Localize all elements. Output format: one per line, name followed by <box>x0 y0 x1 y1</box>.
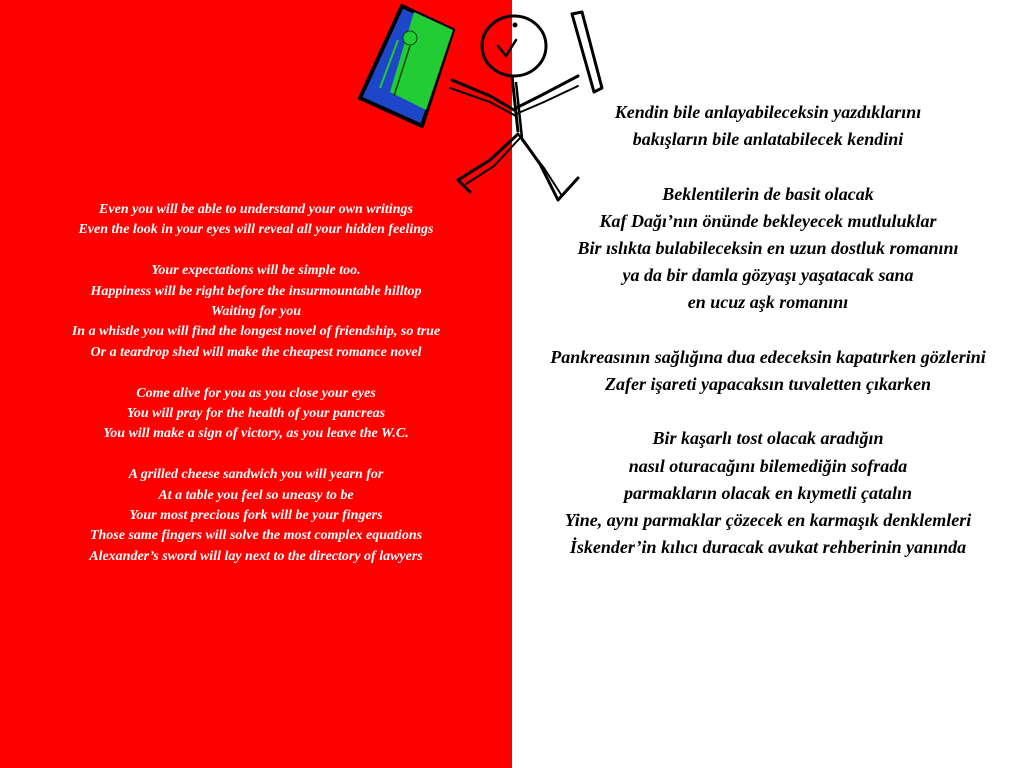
english-line: You will make a sign of victory, as you leave the W.C. <box>103 426 409 442</box>
english-line: Your most precious fork will be your fingers <box>129 508 383 524</box>
turkish-line: Kaf Dağı’nın önünde bekleyecek mutluluklar <box>599 210 937 231</box>
turkish-line: Zafer işareti yapacaksın tuvaletten çıkarken <box>605 374 931 394</box>
english-stanza-3 <box>18 384 494 445</box>
english-line: Alexander’s sword will lay next to the directory of lawyers <box>89 548 423 564</box>
turkish-line: Kendin bile anlayabileceksin yazdıklarını <box>614 102 922 122</box>
english-line: Happiness will be right before the insurmountable hilltop <box>90 283 422 299</box>
english-stanza-4 <box>18 465 494 567</box>
turkish-line: bakışların bile anlatabilecek kendini <box>632 129 904 150</box>
english-line: Come alive for you as you close your eyes <box>136 385 376 401</box>
english-stanza-2 <box>18 261 494 363</box>
turkish-stanza-3 <box>530 344 1006 398</box>
turkish-line: parmakların olacak en kıymetli çatalın <box>624 482 912 503</box>
turkish-line: en ucuz aşk romanını <box>687 292 849 313</box>
english-line: Waiting for you <box>211 304 301 320</box>
english-poem <box>18 200 494 588</box>
turkish-line: nasıl oturacağını bilemediğin sofrada <box>628 455 908 476</box>
english-line: A grilled cheese sandwich you will yearn for <box>128 467 384 483</box>
turkish-line: Bir ıslıkta bulabileceksin en uzun dostluk romanını <box>577 238 959 258</box>
english-line: You will pray for the health of your pancreas <box>126 406 386 422</box>
english-line: At a table you feel so uneasy to be <box>158 487 354 503</box>
stick-figure-with-book-icon <box>340 0 620 210</box>
turkish-line: İskender’in kılıcı duracak avukat rehberinin yanında <box>569 537 967 558</box>
turkish-stanza-4 <box>530 425 1006 561</box>
english-line: In a whistle you will find the longest novel of friendship, so true <box>71 324 441 340</box>
english-line: Your expectations will be simple too. <box>151 263 361 279</box>
turkish-line: Yine, aynı parmaklar çözecek en karmaşık denklemleri <box>564 510 972 530</box>
turkish-line: Bir kaşarlı tost olacak aradığın <box>652 428 884 449</box>
book-icon <box>360 6 453 126</box>
stick-figure-icon <box>450 12 602 200</box>
turkish-line: Beklentilerin de basit olacak <box>662 183 874 204</box>
english-line: Even you will be able to understand your own writings <box>99 202 413 217</box>
turkish-line: Pankreasının sağlığına dua edeceksin kapatırken gözlerini <box>550 346 986 367</box>
english-line: Even the look in your eyes will reveal all your hidden feelings <box>78 222 434 238</box>
english-line: Or a teardrop shed will make the cheapest romance novel <box>90 344 422 360</box>
turkish-line: ya da bir damla gözyaşı yaşatacak sana <box>622 265 914 286</box>
english-line: Those same fingers will solve the most complex equations <box>89 528 423 544</box>
